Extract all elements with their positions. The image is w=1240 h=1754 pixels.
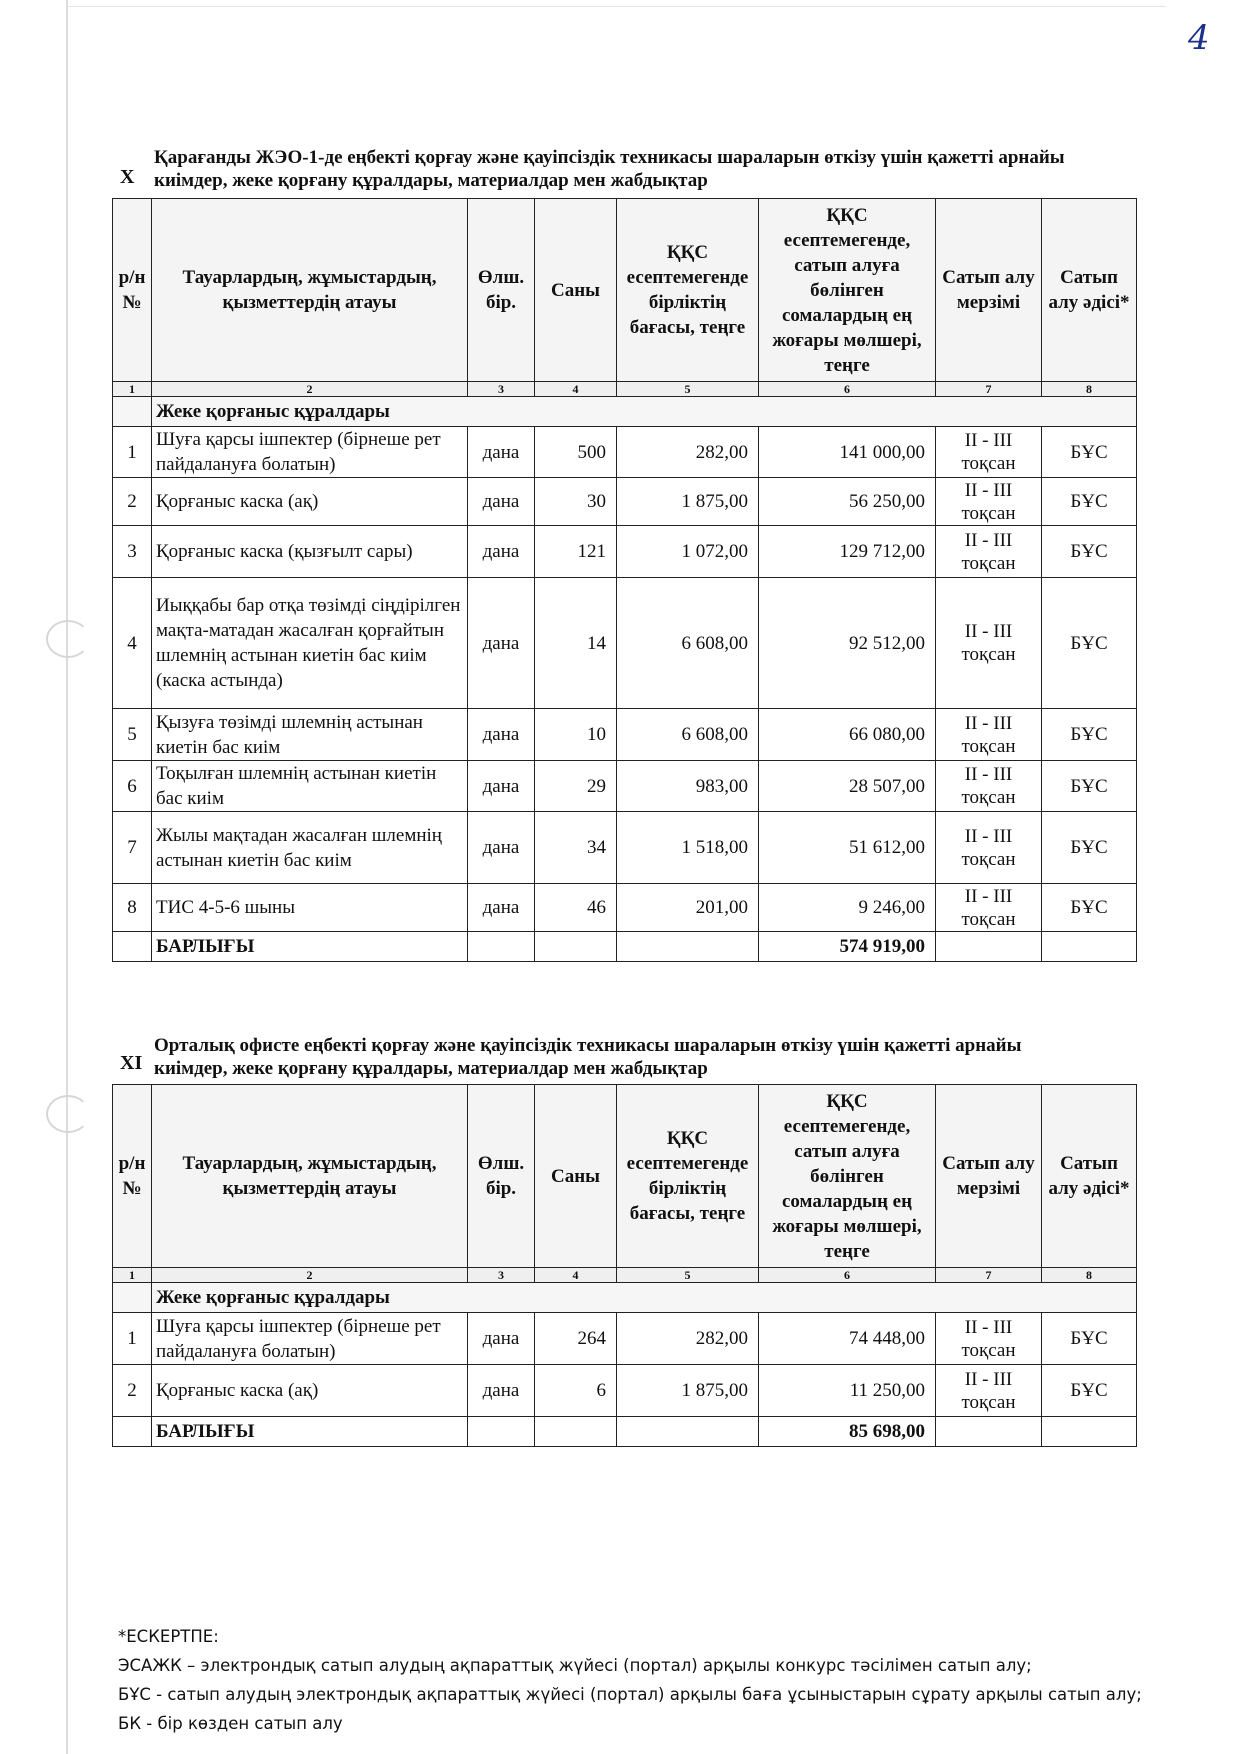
table-row xyxy=(113,761,1137,812)
unit: дана xyxy=(468,578,535,709)
total-value: 85 698,00 xyxy=(759,1417,936,1447)
column-number: 6 xyxy=(759,1268,936,1283)
max-amount: 9 246,00 xyxy=(759,884,936,932)
column-number: 8 xyxy=(1042,382,1137,397)
item-name: ТИС 4-5-6 шыны xyxy=(152,884,468,932)
purchase-period: II - III тоқсан xyxy=(936,1313,1042,1365)
column-header: Сатып алу әдісі* xyxy=(1042,1085,1137,1268)
purchase-period: II - III тоқсан xyxy=(936,578,1042,709)
table-row xyxy=(113,478,1137,526)
table-row xyxy=(113,709,1137,761)
table-row xyxy=(113,526,1137,578)
max-amount: 28 507,00 xyxy=(759,761,936,812)
column-header: ҚҚС есептемегенде бірліктің бағасы, теңге xyxy=(617,1085,759,1268)
row-number: 2 xyxy=(113,478,152,526)
unit-price: 983,00 xyxy=(617,761,759,812)
column-header: р/н № xyxy=(113,199,152,382)
purchase-period: II - III тоқсан xyxy=(936,884,1042,932)
quantity: 29 xyxy=(535,761,617,812)
purchase-method: БҰС xyxy=(1042,709,1137,761)
quantity: 34 xyxy=(535,812,617,884)
punch-hole xyxy=(46,1095,90,1133)
table-row xyxy=(113,1365,1137,1417)
purchase-period: II - III тоқсан xyxy=(936,761,1042,812)
purchase-method: БҰС xyxy=(1042,761,1137,812)
column-header: Өлш. бір. xyxy=(468,199,535,382)
column-header: Тауарлардың, жұмыстардың, қызметтердің атауы xyxy=(152,199,468,382)
item-name: Шуға қарсы ішпектер (бірнеше рет пайдалануға болатын) xyxy=(152,427,468,478)
column-number-row xyxy=(113,382,1137,397)
column-header: ҚҚС есептемегенде, сатып алуға бөлінген сомалардың ең жоғары мөлшері, теңге xyxy=(759,199,936,382)
max-amount: 66 080,00 xyxy=(759,709,936,761)
table-row xyxy=(113,1313,1137,1365)
quantity: 500 xyxy=(535,427,617,478)
item-name: Қорғаныс каска (ақ) xyxy=(152,1365,468,1417)
unit: дана xyxy=(468,1365,535,1417)
column-header: Саны xyxy=(535,199,617,382)
purchase-method: БҰС xyxy=(1042,578,1137,709)
purchase-period: II - III тоқсан xyxy=(936,427,1042,478)
column-number: 2 xyxy=(152,382,468,397)
unit-price: 282,00 xyxy=(617,427,759,478)
purchase-period: II - III тоқсан xyxy=(936,1365,1042,1417)
max-amount: 141 000,00 xyxy=(759,427,936,478)
footnote-line: БҰС - сатып алудың электрондық ақпараттық жүйесі (портал) арқылы баға ұсыныстарын сұрату арқылы сатып алу; xyxy=(118,1685,1142,1704)
quantity: 30 xyxy=(535,478,617,526)
group-label: Жеке қорғаныс құралдары xyxy=(152,1283,1137,1313)
column-header: Сатып алу әдісі* xyxy=(1042,199,1137,382)
item-name: Шуға қарсы ішпектер (бірнеше рет пайдалануға болатын) xyxy=(152,1313,468,1365)
unit-price: 201,00 xyxy=(617,884,759,932)
max-amount: 56 250,00 xyxy=(759,478,936,526)
column-number: 8 xyxy=(1042,1268,1137,1283)
row-number: 6 xyxy=(113,761,152,812)
column-number: 2 xyxy=(152,1268,468,1283)
column-header: Өлш. бір. xyxy=(468,1085,535,1268)
purchase-period: II - III тоқсан xyxy=(936,478,1042,526)
max-amount: 11 250,00 xyxy=(759,1365,936,1417)
unit: дана xyxy=(468,761,535,812)
row-number: 4 xyxy=(113,578,152,709)
unit-price: 1 875,00 xyxy=(617,1365,759,1417)
item-name: Иыққабы бар отқа төзімді сіңдірілген мақта-матадан жасалған қорғайтын шлемнің астынан киетін бас киім (каска астында) xyxy=(152,578,468,709)
quantity: 10 xyxy=(535,709,617,761)
unit-price: 1 072,00 xyxy=(617,526,759,578)
column-number: 5 xyxy=(617,382,759,397)
scan-edge xyxy=(66,0,68,1754)
section-x-title: Қарағанды ЖЭО-1-де еңбекті қорғау және қауіпсіздік техникасы шараларын өткізу үшін қажетті арнайы киімдер, жеке қорғану құралдары, материалдар мен жабдықтар xyxy=(154,147,1065,191)
row-number: 3 xyxy=(113,526,152,578)
item-name: Қорғаныс каска (қызғылт сары) xyxy=(152,526,468,578)
purchase-method: БҰС xyxy=(1042,427,1137,478)
table-row xyxy=(113,884,1137,932)
row-number: 8 xyxy=(113,884,152,932)
section-x-table xyxy=(112,198,1137,962)
column-header: ҚҚС есептемегенде бірліктің бағасы, теңге xyxy=(617,199,759,382)
column-header: Саны xyxy=(535,1085,617,1268)
column-header: р/н № xyxy=(113,1085,152,1268)
max-amount: 92 512,00 xyxy=(759,578,936,709)
unit-price: 1 875,00 xyxy=(617,478,759,526)
column-number: 7 xyxy=(936,1268,1042,1283)
group-row xyxy=(113,1283,1137,1313)
item-name: Жылы мақтадан жасалған шлемнің астынан киетін бас киім xyxy=(152,812,468,884)
table-header-row xyxy=(113,1085,1137,1268)
row-number: 2 xyxy=(113,1365,152,1417)
row-number: 1 xyxy=(113,1313,152,1365)
column-number: 3 xyxy=(468,382,535,397)
unit: дана xyxy=(468,427,535,478)
purchase-method: БҰС xyxy=(1042,1365,1137,1417)
group-label: Жеке қорғаныс құралдары xyxy=(152,397,1137,427)
purchase-period: II - III тоқсан xyxy=(936,709,1042,761)
group-cell-empty xyxy=(113,1283,152,1313)
table-row xyxy=(113,578,1137,709)
row-number: 7 xyxy=(113,812,152,884)
section-xi-roman: XI xyxy=(120,1052,143,1074)
section-xi-table xyxy=(112,1084,1137,1447)
group-row xyxy=(113,397,1137,427)
max-amount: 129 712,00 xyxy=(759,526,936,578)
footnote-heading: *ЕСКЕРТПЕ: xyxy=(118,1627,219,1646)
item-name: Тоқылған шлемнің астынан киетін бас киім xyxy=(152,761,468,812)
unit: дана xyxy=(468,478,535,526)
purchase-method: БҰС xyxy=(1042,478,1137,526)
unit-price: 6 608,00 xyxy=(617,709,759,761)
quantity: 6 xyxy=(535,1365,617,1417)
table-row xyxy=(113,427,1137,478)
column-header: Сатып алу мерзімі xyxy=(936,1085,1042,1268)
unit: дана xyxy=(468,526,535,578)
purchase-method: БҰС xyxy=(1042,1313,1137,1365)
quantity: 14 xyxy=(535,578,617,709)
column-number: 5 xyxy=(617,1268,759,1283)
item-name: Қорғаныс каска (ақ) xyxy=(152,478,468,526)
quantity: 121 xyxy=(535,526,617,578)
row-number: 1 xyxy=(113,427,152,478)
column-number: 4 xyxy=(535,382,617,397)
purchase-period: II - III тоқсан xyxy=(936,812,1042,884)
footnote-line: ЭСАЖК – электрондық сатып алудың ақпараттық жүйесі (портал) арқылы конкурс тәсілімен сатып алу; xyxy=(118,1656,1032,1675)
unit-price: 1 518,00 xyxy=(617,812,759,884)
group-cell-empty xyxy=(113,397,152,427)
unit: дана xyxy=(468,1313,535,1365)
column-number: 1 xyxy=(113,382,152,397)
scan-top-edge xyxy=(66,6,1166,7)
quantity: 264 xyxy=(535,1313,617,1365)
max-amount: 51 612,00 xyxy=(759,812,936,884)
column-number: 3 xyxy=(468,1268,535,1283)
purchase-method: БҰС xyxy=(1042,526,1137,578)
column-header: Сатып алу мерзімі xyxy=(936,199,1042,382)
unit: дана xyxy=(468,884,535,932)
total-row xyxy=(113,1417,1137,1447)
column-number: 4 xyxy=(535,1268,617,1283)
column-number-row xyxy=(113,1268,1137,1283)
purchase-method: БҰС xyxy=(1042,812,1137,884)
column-number: 1 xyxy=(113,1268,152,1283)
total-value: 574 919,00 xyxy=(759,932,936,962)
column-header: ҚҚС есептемегенде, сатып алуға бөлінген сомалардың ең жоғары мөлшері, теңге xyxy=(759,1085,936,1268)
unit-price: 6 608,00 xyxy=(617,578,759,709)
purchase-method: БҰС xyxy=(1042,884,1137,932)
unit-price: 282,00 xyxy=(617,1313,759,1365)
footnote-line: БК - бір көзден сатып алу xyxy=(118,1714,343,1733)
table-row xyxy=(113,812,1137,884)
column-number: 7 xyxy=(936,382,1042,397)
purchase-period: II - III тоқсан xyxy=(936,526,1042,578)
punch-hole xyxy=(46,620,90,658)
section-xi-title: Орталық офисте еңбекті қорғау және қауіпсіздік техникасы шараларын өткізу үшін қажетті арнайы киімдер, жеке қорғану құралдары, материалдар мен жабдықтар xyxy=(154,1035,1022,1079)
max-amount: 74 448,00 xyxy=(759,1313,936,1365)
column-header: Тауарлардың, жұмыстардың, қызметтердің атауы xyxy=(152,1085,468,1268)
total-label: БАРЛЫҒЫ xyxy=(152,1417,468,1447)
page-number: 4 xyxy=(1188,18,1210,58)
unit: дана xyxy=(468,709,535,761)
quantity: 46 xyxy=(535,884,617,932)
row-number: 5 xyxy=(113,709,152,761)
total-row xyxy=(113,932,1137,962)
column-number: 6 xyxy=(759,382,936,397)
footnote xyxy=(118,1622,1142,1738)
total-label: БАРЛЫҒЫ xyxy=(152,932,468,962)
item-name: Қызуға төзімді шлемнің астынан киетін бас киім xyxy=(152,709,468,761)
section-x-roman: X xyxy=(120,166,135,188)
unit: дана xyxy=(468,812,535,884)
table-header-row xyxy=(113,199,1137,382)
